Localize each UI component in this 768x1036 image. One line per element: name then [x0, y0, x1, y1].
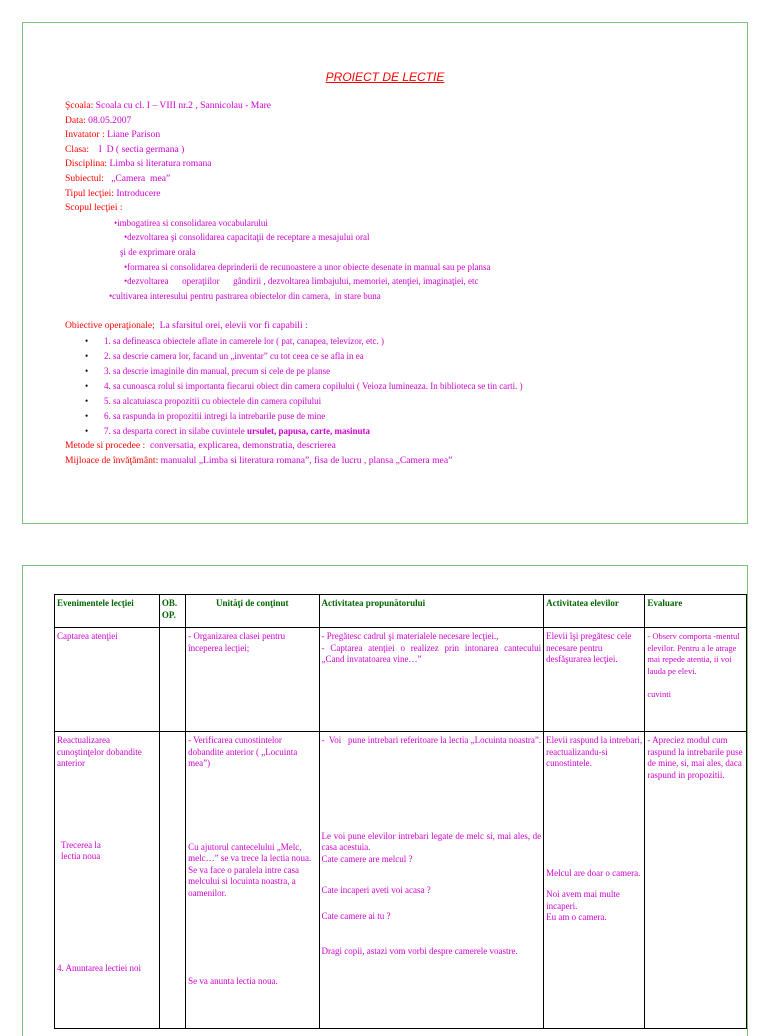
cell-ob [159, 628, 185, 732]
methods-line [65, 439, 735, 454]
objective-text: 7. sa desparta corect in silabe cuvintele [104, 425, 247, 436]
document-title: PROIECT DE LECTIE [325, 70, 445, 84]
info-value: Liane Parison [104, 129, 161, 141]
info-label: Tipul lecţiei: [65, 187, 114, 199]
objective-text: 3. sa descrie imaginile din manual, precum si cele de pe planse [104, 365, 331, 376]
scope-item: •dezvoltarea operaţiilor gândirii , dezvoltarea limbajului, memoriei, atenţiei, imaginaţiei, etc [124, 276, 479, 287]
header-student-activity: Activitatea elevilor [544, 595, 645, 628]
lesson-plan-page-2 [22, 565, 748, 1036]
methods-value: conversatia, explicarea, demonstratia, descrierea [145, 439, 336, 451]
info-label: Data: [65, 114, 86, 126]
lesson-table [54, 594, 747, 1029]
info-label: Subiectul: [65, 172, 104, 184]
lesson-info [65, 99, 735, 468]
table-row [55, 628, 747, 732]
students-text: Elevii raspund la intrebari, reactualizandu-si cunostintele. [546, 735, 643, 768]
lesson-plan-page-1 [22, 22, 748, 524]
bullet-icon: • [85, 365, 89, 376]
header-teacher-activity: Activitatea propunătorului [319, 595, 544, 628]
info-value: Limba si literatura romana [107, 158, 212, 170]
scope-item: •cultivarea interesului pentru pastrarea obiectelor din camera, in stare buna [109, 290, 381, 301]
info-line-lesson-type [65, 187, 735, 202]
objective-text: 4. sa cunoasca rolul si importanta fiecarui obiect din camera copilului ( Veioza lumineaza. In biblioteca se tin carti. ) [104, 380, 523, 391]
cell-ob [159, 732, 185, 1029]
info-label: Şcoala: [65, 100, 94, 111]
cell-students: Elevii îşi pregătesc cele necesare pentru desfăşurarea lecţiei. [544, 628, 645, 732]
cell-event [55, 732, 160, 1029]
objective-text: 1. sa defineasca obiectele aflate in camerele lor ( pat, canapea, televizor, etc. ) [104, 335, 384, 346]
students-text: Melcul are doar o camera. [546, 867, 641, 878]
event-text: 4. Anuntarea lectiei noi [57, 962, 141, 973]
bullet-icon: • [85, 425, 89, 436]
info-line-class [65, 143, 735, 158]
cell-content: - Organizarea clasei pentru începerea lecţiei; [186, 628, 319, 732]
teacher-text: Cate camere are melcul ? [321, 853, 413, 864]
info-label: Scopul lecţiei : [65, 202, 123, 214]
event-text: Trecerea la lectia noua [61, 839, 101, 861]
scope-item: şi de exprimare orala [120, 246, 196, 257]
info-value: „Camera mea” [103, 172, 171, 184]
students-text: Eu am o camera. [546, 912, 607, 922]
objective-item [85, 349, 735, 364]
content-text: - Verificarea cunostintelor dobandite anterior ( „Locuinta mea”) [188, 735, 298, 768]
info-line-scope [65, 201, 735, 216]
scope-item: •imbogatirea si consolidarea vocabularului [114, 217, 268, 228]
teacher-text: Cate incaperi aveti voi acasa ? [321, 885, 431, 895]
scope-item: •formarea si consolidarea deprinderii de recunoastere a unor obiecte desenate in manual sau pe plansa [124, 261, 491, 272]
bullet-icon: • [85, 380, 89, 391]
table-header-row [55, 595, 747, 628]
header-events: Evenimentele lecţiei [55, 595, 160, 628]
header-evaluation: Evaluare [645, 595, 747, 628]
objectives-list [65, 334, 735, 439]
objective-item [85, 364, 735, 379]
info-line-teacher [65, 128, 735, 143]
objective-text: 2. sa descrie camera lor, facand un „inventar” cu tot ceea ce se afla in ea [104, 350, 364, 361]
cell-teacher: - Pregătesc cadrul şi materialele necesare lecţiei., - Captarea atenţiei o realizez prin intonarea cantecului „Cand invatatoarea vine…” [319, 628, 544, 732]
cell-teacher [319, 732, 544, 1029]
bullet-icon: • [85, 335, 89, 346]
objective-item [85, 424, 735, 439]
info-line-subject [65, 172, 735, 187]
objective-text: 6. sa raspunda in propozitii intregi la intrebarile puse de mine [104, 410, 326, 421]
objectives-heading [65, 319, 735, 334]
info-value: Scoala cu cl. I – VIII nr.2 , Sannicolau - Mare [93, 100, 272, 111]
scope-item: •dezvoltarea şi consolidarea capacitaţii de receptare a mesajului oral [124, 232, 370, 243]
methods-label: Metode si procedee : [65, 439, 146, 451]
teacher-text: Dragi copii, astazi vom vorbi despre camerele voastre. [321, 946, 518, 956]
info-line-date [65, 114, 735, 129]
cell-evaluation: - Observ comporta -mentul elevilor. Pentru a le atrage mai repede atentia, ii voi lauda pe elevi. cuvinti [645, 628, 747, 732]
means-label: Mijloace de învăţământ: [65, 454, 159, 466]
info-label: Disciplina: [65, 158, 108, 170]
content-text: Cu ajutorul cantecelului „Melc, melc…” se va trece la lectia noua. Se va face o paralela intre casa melcului si locuinta noastra, a oamenilor. [188, 841, 312, 898]
objective-bold-words: ursulet, papusa, carte, masinuta [246, 425, 370, 436]
header-ob-op: OB. OP. [159, 595, 185, 628]
info-value: 08.05.2007 [85, 114, 132, 126]
info-line-discipline [65, 157, 735, 172]
bullet-icon: • [85, 350, 89, 361]
means-line [65, 454, 735, 469]
objective-item [85, 394, 735, 409]
objectives-label: Obiective operaţionale; [65, 320, 155, 332]
info-line-school [65, 99, 735, 114]
bullet-icon: • [85, 395, 89, 406]
event-text: Reactualizarea cunoştinţelor dobandite anterior [57, 735, 142, 768]
teacher-text: Cate camere ai tu ? [321, 910, 391, 921]
objective-item [85, 379, 735, 394]
info-value: Introducere [113, 187, 161, 199]
info-label: Invatator : [65, 129, 105, 141]
content-text: Se va anunta lectia noua. [188, 976, 278, 986]
header-content-units: Unităţi de conţinut [186, 595, 319, 628]
objectives-intro: La sfarsitul orei, elevii vor fi capabili : [154, 320, 308, 332]
scope-list [65, 216, 735, 304]
bullet-icon: • [85, 410, 89, 421]
students-text: Noi avem mai multe incaperi. [546, 889, 620, 911]
objective-item [85, 409, 735, 424]
means-value: manualul „Limba si literatura romana”, fisa de lucru , plansa „Camera mea” [158, 454, 453, 466]
teacher-text: Le voi pune elevilor intrebari legate de melc si, mai ales, de casa acestuia. [321, 830, 542, 852]
cell-event: Captarea atenţiei [55, 628, 160, 732]
info-label: Clasa: [65, 143, 89, 155]
teacher-text: - Voi pune intrebari referitoare la lectia „Locuinta noastra”. [321, 735, 542, 745]
cell-students [544, 732, 645, 1029]
cell-evaluation: - Apreciez modul cum raspund la intrebarile puse de mine, si, mai ales, daca raspund in propozitii. [645, 732, 747, 1029]
info-value: I D ( sectia germana ) [88, 143, 185, 155]
cell-content [186, 732, 319, 1029]
table-row [55, 732, 747, 1029]
objective-item [85, 334, 735, 349]
objective-text: 5. sa alcatuiasca propozitii cu obiectele din camera copilului [104, 395, 322, 406]
